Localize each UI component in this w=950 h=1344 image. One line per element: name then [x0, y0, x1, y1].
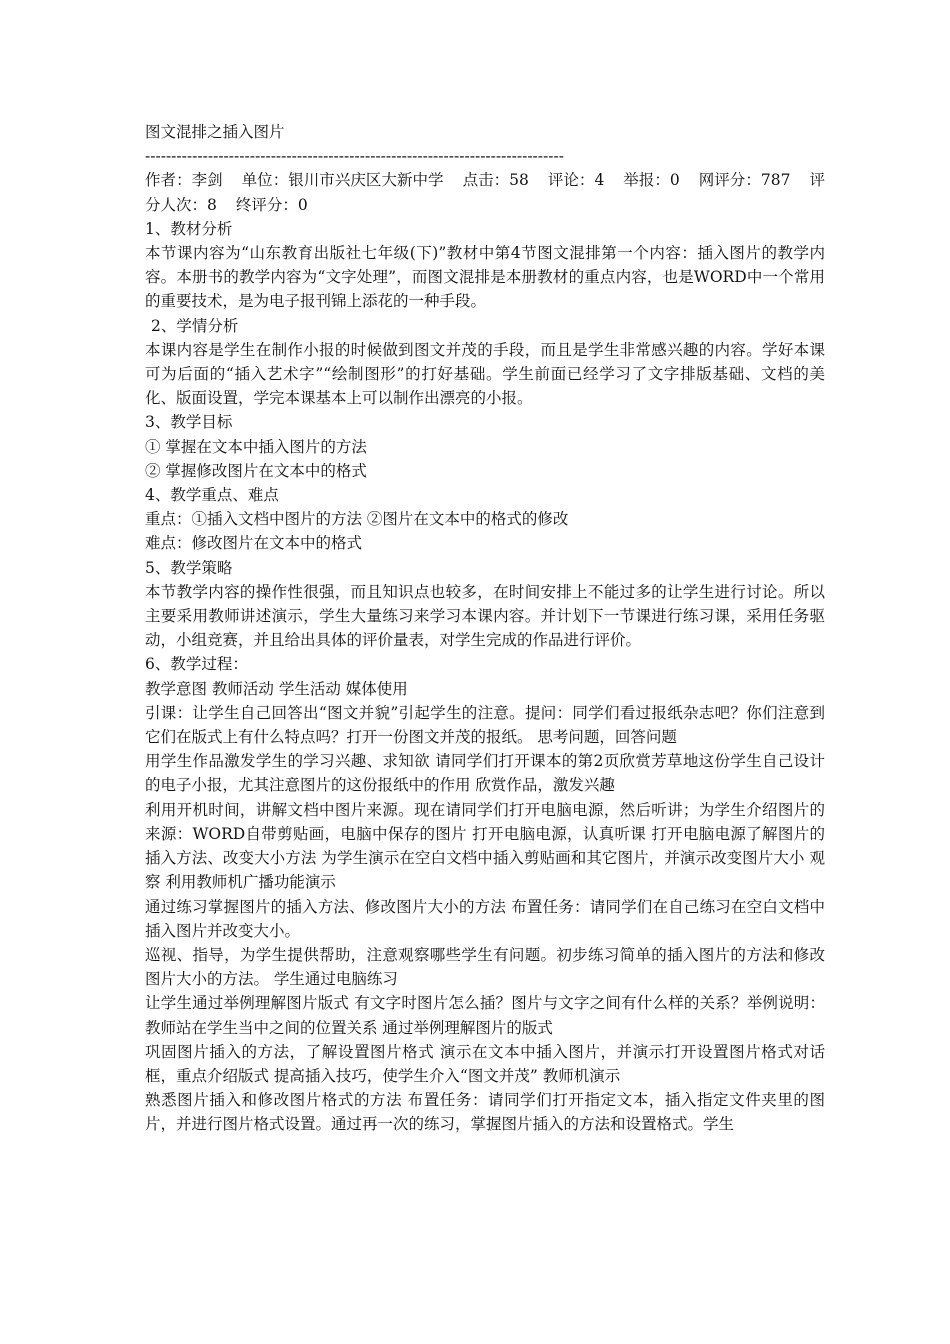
process-row-familiarize: 熟悉图片插入和修改图片格式的方法 布置任务：请同学们打开指定文本，插入指定文件夹里的图片，并进行图片格式设置。通过再一次的练习，掌握图片插入的方法和设置格式。学生: [145, 1091, 825, 1134]
difficulty-line: 难点：修改图片在文本中的格式: [145, 534, 363, 553]
heading-process: 6、教学过程：: [145, 655, 248, 674]
paragraph-student-analysis: 本课内容是学生在制作小报的时候做到图文并茂的手段，而且是学生非常感兴趣的内容。学好本课可为后面的“插入艺术字”“绘制图形”的打好基础。学生前面已经学习了文字排版基础、文档的美化、版面设置，学完本课基本上可以制作出漂亮的小报。: [145, 340, 825, 408]
meta-comments: 评论：4: [547, 171, 605, 190]
meta-author: 作者：李剑: [145, 171, 223, 190]
meta-reports: 举报：0: [623, 171, 680, 190]
heading-student-analysis: 2、学情分析: [151, 316, 239, 335]
paragraph-strategy: 本节教学内容的操作性很强，而且知识点也较多，在时间安排上不能过多的让学生进行讨论。所以主要采用教师讲述演示，学生大量练习来学习本课内容。并计划下一节课进行练习课，采用任务驱动，小组竞赛，并且给出具体的评价量表，对学生完成的作品进行评价。: [145, 582, 825, 650]
meta-raters-count: 评分人次：8: [145, 171, 825, 214]
meta-unit: 单位：银川市兴庆区大新中学: [241, 171, 444, 190]
heading-teaching-goals: 3、教学目标: [145, 413, 233, 432]
process-row-layout-example: 让学生通过举例理解图片版式 有文字时图片怎么插？图片与文字之间有什么样的关系？举例说明：教师站在学生当中之间的位置关系 通过举例理解图片的版式: [145, 994, 825, 1037]
paragraph-material-analysis: 本节课内容为“山东教育出版社七年级(下)”教材中第4节图文混排第一个内容：插入图片的教学内容。本册书的教学内容为“文字处理”，而图文混排是本册教材的重点内容，也是WORD中一个常用的重要技术，是为电子报刊锦上添花的一种手段。: [145, 244, 825, 311]
article-meta: [145, 168, 825, 216]
divider-line: --------------------------------------------------------------------------------: [145, 147, 564, 166]
goal-item-2: ② 掌握修改图片在文本中的格式: [145, 461, 367, 480]
goal-item-1: ① 掌握在文本中插入图片的方法: [145, 437, 367, 456]
process-row-image-sources: 利用开机时间，讲解文档中图片来源。现在请同学们打开电脑电源，然后听讲；为学生介绍图片的来源：WORD自带剪贴画，电脑中保存的图片 打开电脑电源，认真听课 打开电脑电源了解图片的插入方法、改变大小方法 为学生演示在空白文档中插入剪贴画和其它图片，并演示改变图片大小 观察 利用教师机广播功能演示: [145, 800, 825, 892]
heading-material-analysis: 1、教材分析: [145, 219, 233, 238]
document-body: [145, 120, 825, 1137]
process-row-consolidate: 巩固图片插入的方法，了解设置图片格式 演示在文本中插入图片，并演示打开设置图片格式对话框，重点介绍版式 提高插入技巧，使学生介入“图文并茂” 教师机演示: [145, 1042, 825, 1085]
heading-strategy: 5、教学策略: [145, 558, 233, 577]
process-row-motivation: 用学生作品激发学生的学习兴趣、求知欲 请同学们打开课本的第2页欣赏芳草地这份学生自己设计的电子小报，尤其注意图片的这份报纸中的作用 欣赏作品，激发兴趣: [145, 752, 825, 795]
process-row-intro: 引课：让学生自己回答出“图文并貌”引起学生的注意。提问：同学们看过报纸杂志吧？你们注意到它们在版式上有什么特点吗？打开一份图文并茂的报纸。 思考问题，回答问题: [145, 703, 825, 747]
meta-clicks: 点击：58: [462, 171, 529, 190]
document-title: 图文混排之插入图片: [145, 123, 285, 141]
key-point-line: 重点：①插入文档中图片的方法 ②图片在文本中的格式的修改: [145, 510, 569, 529]
heading-key-points: 4、教学重点、难点: [145, 486, 279, 505]
process-row-guidance: 巡视、指导，为学生提供帮助，注意观察哪些学生有问题。初步练习简单的插入图片的方法和修改图片大小的方法。 学生通过电脑练习: [145, 945, 825, 989]
process-row-practice: 通过练习掌握图片的插入方法、修改图片大小的方法 布置任务：请同学们在自己练习在空白文档中插入图片并改变大小。: [145, 897, 825, 940]
meta-final-score: 终评分：0: [235, 195, 308, 214]
meta-net-score: 网评分：787: [698, 171, 791, 190]
process-table-header: 教学意图 教师活动 学生活动 媒体使用: [145, 679, 408, 698]
